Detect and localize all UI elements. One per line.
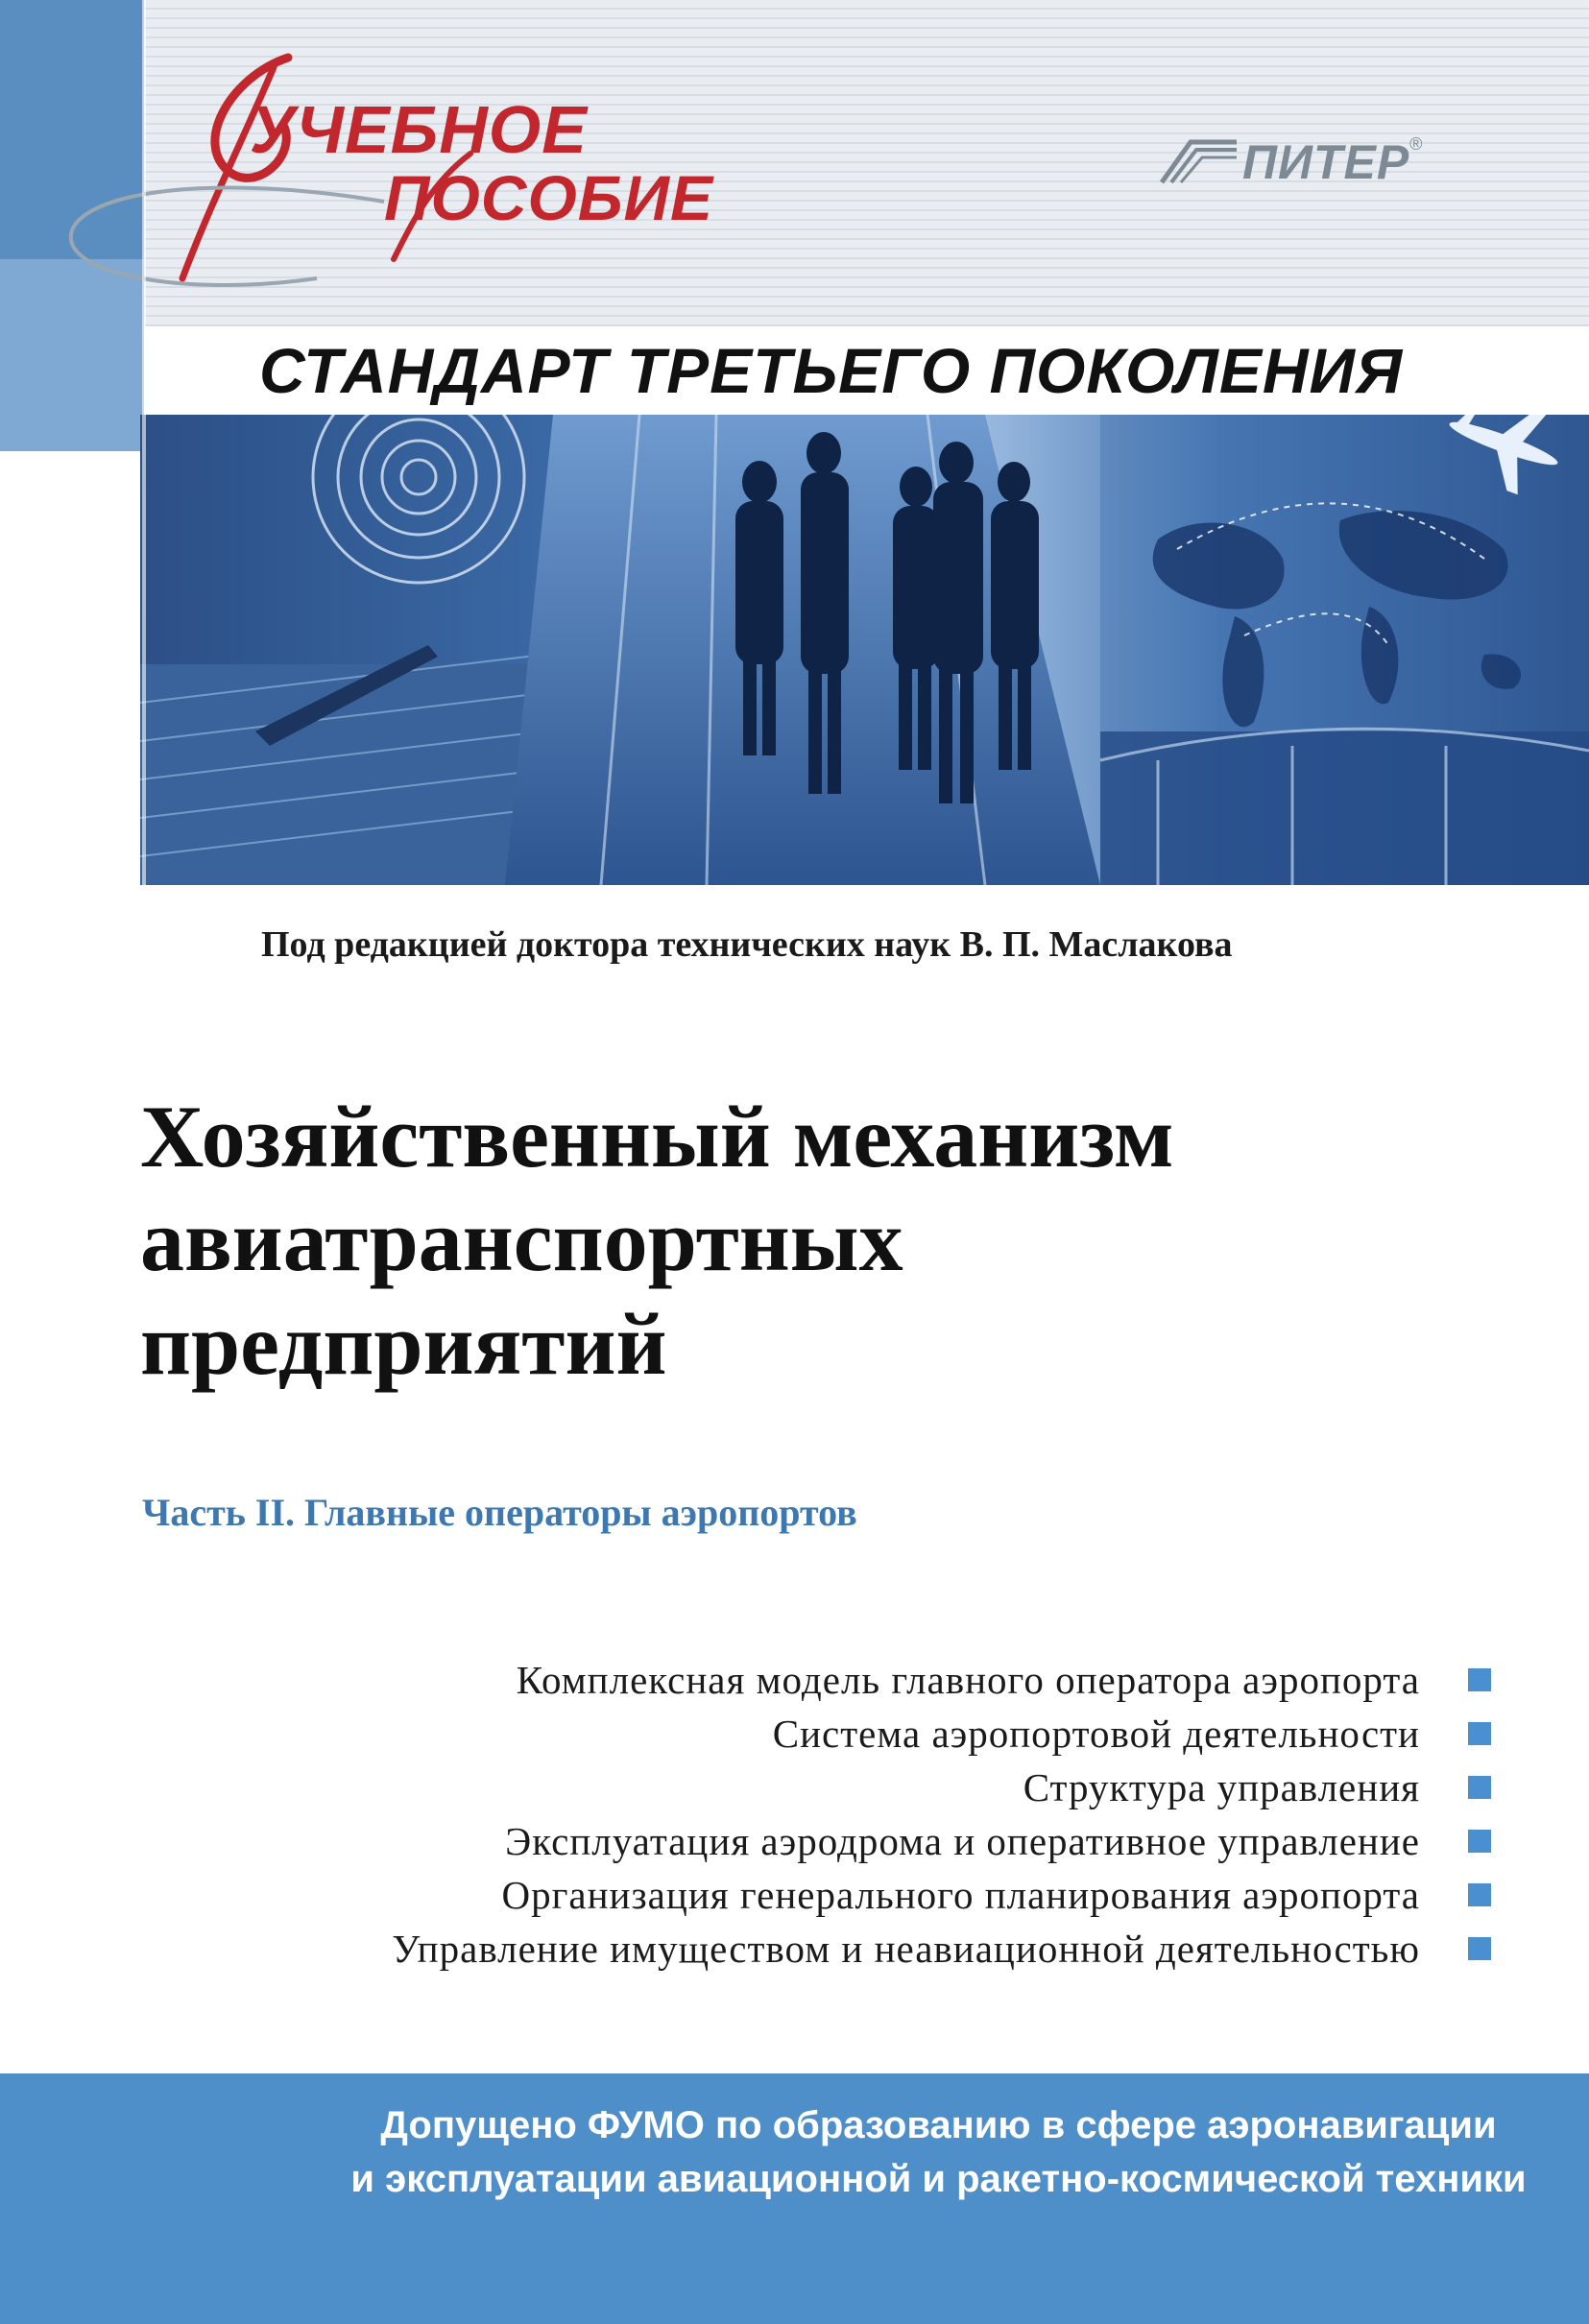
- book-subtitle: Часть II. Главные операторы аэропортов: [142, 1491, 857, 1534]
- topic-text: Структура управления: [1023, 1765, 1420, 1809]
- topic-text: Комплексная модель главного оператора аэропорта: [516, 1658, 1420, 1702]
- cover-photo: [140, 415, 1589, 885]
- standard-label: СТАНДАРТ ТРЕТЬЕГО ПОКОЛЕНИЯ: [259, 335, 1404, 406]
- list-item: [89, 1868, 1491, 1922]
- square-bullet-icon: [1468, 1776, 1491, 1799]
- approval-note-line2: и эксплуатации авиационной и ракетно-космической техники: [350, 2158, 1527, 2200]
- square-bullet-icon: [1468, 1722, 1491, 1745]
- list-item: [89, 1922, 1491, 1976]
- book-title-line2: авиатранспортных: [140, 1191, 903, 1289]
- topics-list: [89, 1653, 1491, 1976]
- series-title-line2: ПОСОБИЕ: [384, 162, 714, 233]
- topic-text: Эксплуатация аэродрома и оперативное управление: [505, 1819, 1420, 1863]
- series-title-line1: УЧЕБНОЕ: [250, 92, 588, 167]
- book-title-line1: Хозяйственный механизм: [140, 1088, 1174, 1186]
- square-bullet-icon: [1468, 1830, 1491, 1853]
- approval-note: [0, 2098, 1589, 2206]
- topic-text: Управление имуществом и неавиационной деятельностью: [392, 1927, 1420, 1971]
- book-title-line3: предприятий: [140, 1295, 667, 1393]
- publisher-logo: [1152, 134, 1422, 190]
- topic-text: Система аэропортовой деятельности: [772, 1712, 1420, 1756]
- approval-note-line1: Допущено ФУМО по образованию в сфере аэронавигации: [380, 2104, 1497, 2146]
- editor-line: Под редакцией доктора технических наук В. П. Маслакова: [261, 924, 1233, 965]
- list-item: [89, 1814, 1491, 1868]
- registered-mark: ®: [1409, 134, 1423, 154]
- book-title: [140, 1085, 1174, 1396]
- list-item: [89, 1707, 1491, 1761]
- aviation-collage-illustration: [140, 415, 1589, 885]
- divider-line: [142, 0, 146, 893]
- list-item: [89, 1761, 1491, 1814]
- square-bullet-icon: [1468, 1668, 1491, 1691]
- square-bullet-icon: [1468, 1937, 1491, 1960]
- square-bullet-icon: [1468, 1883, 1491, 1906]
- publisher-mark-icon: [1152, 134, 1239, 190]
- list-item: [89, 1653, 1491, 1707]
- topic-text: Организация генерального планирования аэропорта: [501, 1873, 1420, 1917]
- radar-icon: [313, 415, 524, 583]
- publisher-name: ПИТЕР: [1242, 135, 1410, 189]
